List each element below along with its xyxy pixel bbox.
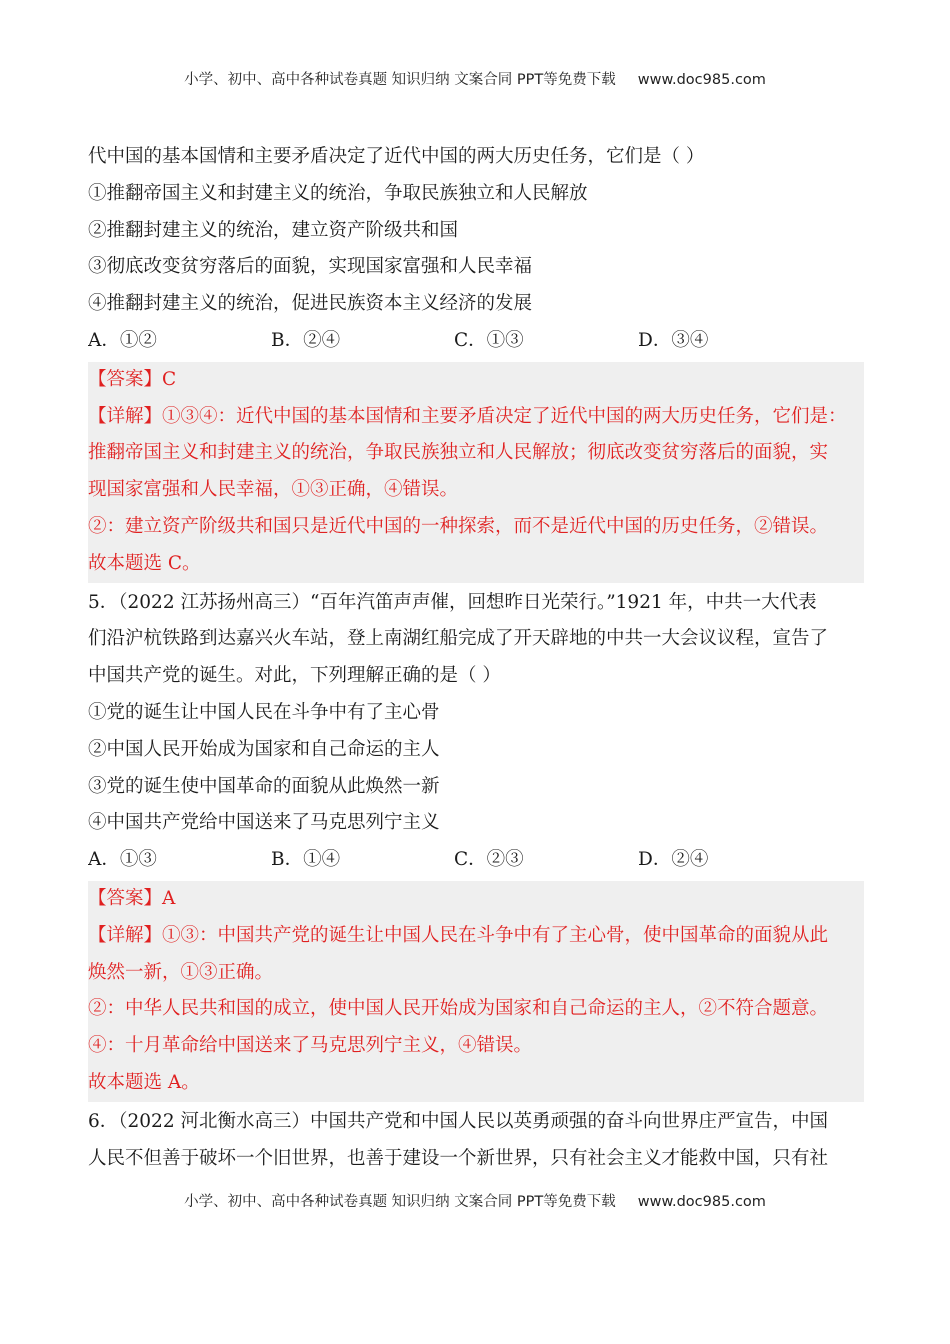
document-body (88, 139, 864, 1177)
statement-item: ③彻底改变贫穷落后的面貌，实现国家富强和人民幸福 (88, 256, 533, 278)
question-stem: 5．（2022 江苏扬州高三）“百年汽笛声声催，回想昨日光荣行。”1921 年，中共一大代表 (88, 591, 817, 613)
option-a: A．①② (88, 329, 157, 351)
option-c: C．①③ (454, 329, 524, 351)
footer-url[interactable]: www.doc985.com (637, 1194, 766, 1210)
option-c: C．②③ (454, 849, 524, 871)
question-5 (88, 585, 864, 1102)
detail-line: 【详解】①③：中国共产党的诞生让中国人民在斗争中有了主心骨，使中国革命的面貌从此 (88, 924, 829, 946)
statement-item: ②中国人民开始成为国家和自己命运的主人 (88, 738, 440, 760)
statement-item: ②推翻封建主义的统治，建立资产阶级共和国 (88, 219, 459, 241)
question-stem: 人民不但善于破坏一个旧世界，也善于建设一个新世界，只有社会主义才能救中国，只有社 (88, 1147, 829, 1169)
answer-explanation-box (88, 881, 864, 1102)
detail-line: 【详解】①③④：近代中国的基本国情和主要矛盾决定了近代中国的两大历史任务，它们是： (88, 405, 847, 427)
detail-line: 故本题选 C。 (88, 552, 201, 574)
answer-line: 【答案】C (88, 368, 177, 390)
option-b: B．①④ (271, 849, 341, 871)
answer-options (88, 323, 864, 360)
detail-line: ②：中华人民共和国的成立，使中国人民开始成为国家和自己命运的主人，②不符合题意。 (88, 998, 829, 1020)
detail-line: 故本题选 A。 (88, 1071, 200, 1093)
option-d: D．②④ (638, 849, 709, 871)
detail-line: 推翻帝国主义和封建主义的统治，争取民族独立和人民解放；彻底改变贫穷落后的面貌，实 (88, 442, 829, 464)
statement-item: ③党的诞生使中国革命的面貌从此焕然一新 (88, 775, 440, 797)
question-stem: 中国共产党的诞生。对此，下列理解正确的是（ ） (88, 665, 501, 687)
statement-item: ①党的诞生让中国人民在斗争中有了主心骨 (88, 701, 440, 723)
option-a: A．①③ (88, 849, 157, 871)
detail-line: 焕然一新，①③正确。 (88, 961, 274, 983)
question-stem: 6．（2022 河北衡水高三）中国共产党和中国人民以英勇顽强的奋斗向世界庄严宣告，中国 (88, 1110, 828, 1132)
answer-options (88, 842, 864, 879)
question-stem: 们沿沪杭铁路到达嘉兴火车站，登上南湖红船完成了开天辟地的中共一大会议议程，宣告了 (88, 628, 829, 650)
page-header (0, 68, 950, 89)
footer-text: 小学、初中、高中各种试卷真题 知识归纳 文案合同 PPT等免费下载 (184, 1194, 616, 1210)
statement-item: ④推翻封建主义的统治，促进民族资本主义经济的发展 (88, 293, 533, 315)
statement-item: ④中国共产党给中国送来了马克思列宁主义 (88, 812, 440, 834)
detail-line: ④：十月革命给中国送来了马克思列宁主义，④错误。 (88, 1035, 533, 1057)
header-text: 小学、初中、高中各种试卷真题 知识归纳 文案合同 PPT等免费下载 (184, 72, 616, 88)
option-d: D．③④ (638, 329, 709, 351)
statement-item: ①推翻帝国主义和封建主义的统治，争取民族独立和人民解放 (88, 182, 588, 204)
detail-line: ②：建立资产阶级共和国只是近代中国的一种探索，而不是近代中国的历史任务，②错误。 (88, 515, 829, 537)
answer-explanation-box (88, 362, 864, 583)
question-4 (88, 139, 864, 583)
answer-line: 【答案】A (88, 887, 176, 909)
header-url[interactable]: www.doc985.com (637, 72, 766, 88)
question-stem: 代中国的基本国情和主要矛盾决定了近代中国的两大历史任务，它们是（ ） (88, 146, 705, 167)
question-6 (88, 1104, 864, 1178)
page-footer (0, 1190, 950, 1211)
detail-line: 现国家富强和人民幸福，①③正确，④错误。 (88, 479, 459, 501)
option-b: B．②④ (271, 329, 341, 351)
